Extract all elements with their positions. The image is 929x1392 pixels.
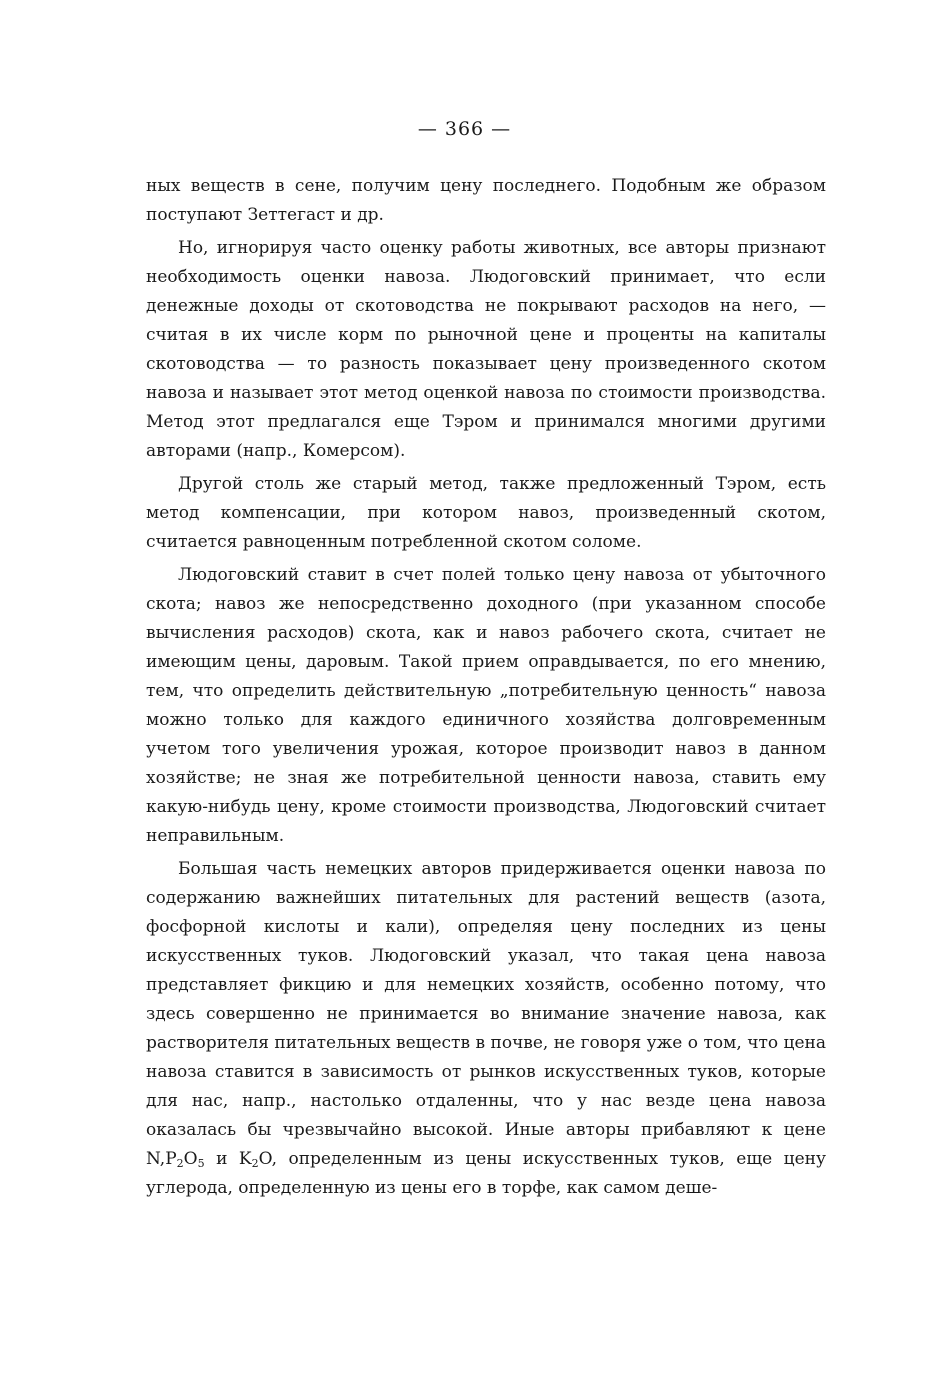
formula-npo-sub-a: 2 xyxy=(176,1157,184,1170)
paragraph-continuation: ных веществ в сене, получим цену последнего. Подобным же образом поступают Зеттегаст и др. xyxy=(146,176,826,225)
formula-npo-sub-b: 5 xyxy=(197,1157,205,1170)
formula-k2o-part-a: K xyxy=(238,1149,252,1169)
paragraph-manure-valuation: Но, игнорируя часто оценку работы животных, все авторы признают необходимость оценки навоза. Людоговский принимает, что если денежные доходы от скотоводства не покрывают расходов на него, — считая в их числе корм по рыночной цене и проценты на капиталы скотоводства — то разность показывает цену произведенного скотом навоза и называет этот метод оценкой навоза по стоимости производства. Метод этот предлагался еще Тэром и принимался многими другими авторами (напр., Комерсом). xyxy=(146,238,826,461)
formula-npo-part-a: N,P xyxy=(146,1149,177,1169)
paragraph-german-authors xyxy=(146,855,826,1203)
body-text xyxy=(146,172,826,1207)
formula-k2o-sub-a: 2 xyxy=(251,1157,259,1170)
formula-npo-part-b: O xyxy=(183,1149,198,1169)
formula-k2o-part-b: O xyxy=(258,1149,272,1169)
paragraph-text-before: Большая часть немецких авторов придерживается оценки навоза по содержанию важнейших питательных для растений веществ (азота, фосфорной кислоты и кали), определяя цену последних из цены искусственных туков. Людоговский указал, что такая цена навоза представляет фикцию и для немецких хозяйств, особенно потому, что здесь совершенно не принимается во внимание значение навоза, как растворителя питательных веществ в почве, не говоря уже о том, что цена навоза ставится в зависимость от рынков искусственных туков, которые для нас, напр., настолько отдаленны, что у нас везде цена навоза оказалась бы чрезвычайно высокой. Иные авторы прибавляют к цене xyxy=(146,859,826,1140)
page-number: — 366 — xyxy=(417,118,512,140)
paragraph-compensation-method: Другой столь же старый метод, также предложенный Тэром, есть метод компенсации, при котором навоз, произведенный скотом, считается равноценным потребленной скотом соломе. xyxy=(146,474,826,552)
paragraph-text-after: , определенным из цены искусственных туков, еще цену углерода, определенную из цены его в торфе, как самом деше- xyxy=(146,1149,827,1198)
paragraph-ludogovsky-fields: Людоговский ставит в счет полей только цену навоза от убыточного скота; навоз же непосредственно доходного (при указанном способе вычисления расходов) скота, как и навоз рабочего скота, считает не имеющим цены, даровым. Такой прием оправдывается, по его мнению, тем, что определить действительную „потребительную ценность“ навоза можно только для каждого единичного хозяйства долговременным учетом того увеличения урожая, которое производит навоз в данном хозяйстве; не зная же потребительной ценности навоза, ставить ему какую-нибудь цену, кроме стоимости производства, Людоговский считает неправильным. xyxy=(146,565,826,846)
formula-npo xyxy=(146,1149,205,1169)
formula-joiner: и xyxy=(204,1149,239,1169)
formula-k2o xyxy=(239,1149,272,1169)
